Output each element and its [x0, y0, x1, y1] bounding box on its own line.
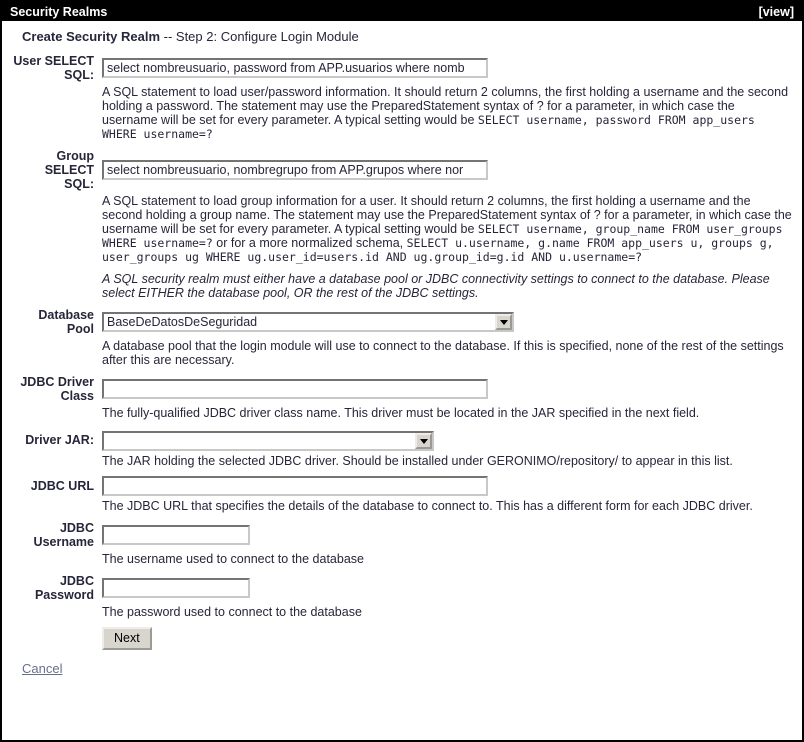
chevron-down-icon[interactable]	[495, 314, 512, 330]
field-user-select-sql	[12, 54, 792, 141]
jdbc-username-input[interactable]	[102, 525, 250, 545]
group-select-sql-input[interactable]	[102, 160, 488, 180]
cancel-link[interactable]: Cancel	[22, 661, 63, 676]
driver-jar-description: The JAR holding the selected JDBC driver. Should be installed under GERONIMO/repository/ to appear in this list.	[102, 454, 733, 468]
database-pool-select[interactable]	[102, 312, 514, 332]
jdbc-password-label: JDBC Password	[34, 574, 94, 602]
group-select-sql-label: Group SELECT SQL:	[44, 149, 94, 191]
field-database-pool	[12, 308, 792, 367]
wizard-step-heading	[22, 29, 792, 44]
description-code: SELECT username, password FROM app_users WHERE username=?	[102, 113, 755, 141]
jdbc-password-description: The password used to connect to the database	[102, 605, 362, 619]
jdbc-driver-class-description: The fully-qualified JDBC driver class name. This driver must be located in the JAR specified in the next field.	[102, 406, 700, 420]
wizard-title: Create Security Realm	[22, 29, 161, 44]
jdbc-driver-class-input[interactable]	[102, 379, 488, 399]
description-text: or for a more normalized schema,	[212, 236, 407, 250]
jdbc-url-description: The JDBC URL that specifies the details of the database to connect to. This has a different form for each JDBC driver.	[102, 499, 753, 513]
driver-jar-select[interactable]	[102, 431, 434, 451]
portlet-titlebar	[2, 2, 802, 21]
field-group-select-sql	[12, 149, 792, 300]
user-select-sql-label: User SELECT SQL:	[13, 54, 94, 82]
database-pool-label: Database Pool	[38, 308, 94, 336]
database-pool-selected-value: BaseDeDatosDeSeguridad	[107, 315, 258, 329]
portlet-content	[2, 21, 802, 678]
user-select-sql-description	[102, 85, 792, 141]
field-driver-jar	[12, 428, 792, 468]
jdbc-password-input[interactable]	[102, 578, 250, 598]
field-jdbc-password	[12, 574, 792, 619]
field-jdbc-driver-class	[12, 375, 792, 420]
jdbc-driver-class-label: JDBC Driver Class	[20, 375, 94, 403]
field-jdbc-username	[12, 521, 792, 566]
description-code: SELECT u.username, g.name FROM app_users u, groups g, user_groups ug WHERE ug.user_id=users.id AND ug.group_id=g.id AND u.username=?	[102, 236, 774, 264]
user-select-sql-input[interactable]	[102, 58, 488, 78]
jdbc-url-input[interactable]	[102, 476, 488, 496]
jdbc-url-label: JDBC URL	[30, 479, 94, 493]
chevron-down-icon[interactable]	[415, 433, 432, 449]
description-text: A SQL statement to load user/password information. It should return 2 columns, the first holding a username and the second holding a password. The statement may use the PreparedStatement syntax of ? for a parameter, in which case the username will be set for every parameter. A typical setting would be	[102, 85, 789, 127]
jdbc-username-label: JDBC Username	[33, 521, 94, 549]
page-title: Security Realms	[10, 4, 108, 19]
next-button[interactable]: Next	[102, 627, 152, 650]
database-pool-description: A database pool that the login module will use to connect to the database. If this is specified, none of the rest of the settings after this are necessary.	[102, 339, 784, 367]
group-select-sql-description	[102, 194, 792, 264]
description-code: SELECT username, group_name FROM user_groups WHERE username=?	[102, 222, 783, 250]
wizard-step-label: -- Step 2: Configure Login Module	[160, 29, 359, 44]
view-link[interactable]: [view]	[758, 4, 794, 19]
driver-jar-label: Driver JAR:	[25, 432, 94, 447]
description-text: A SQL statement to load group information for a user. It should return 2 columns, the first holding a username and the second holding a group name. The statement may use the PreparedStatement syntax of ? for a parameter, in which case the username will be set for every parameter. A typical setting would be	[102, 194, 792, 236]
jdbc-username-description: The username used to connect to the database	[102, 552, 364, 566]
pool-or-jdbc-note: A SQL security realm must either have a database pool or JDBC connectivity settings to connect to the database. Please select EITHER the database pool, OR the rest of the JDBC settings.	[102, 272, 770, 300]
field-jdbc-url	[12, 476, 792, 513]
